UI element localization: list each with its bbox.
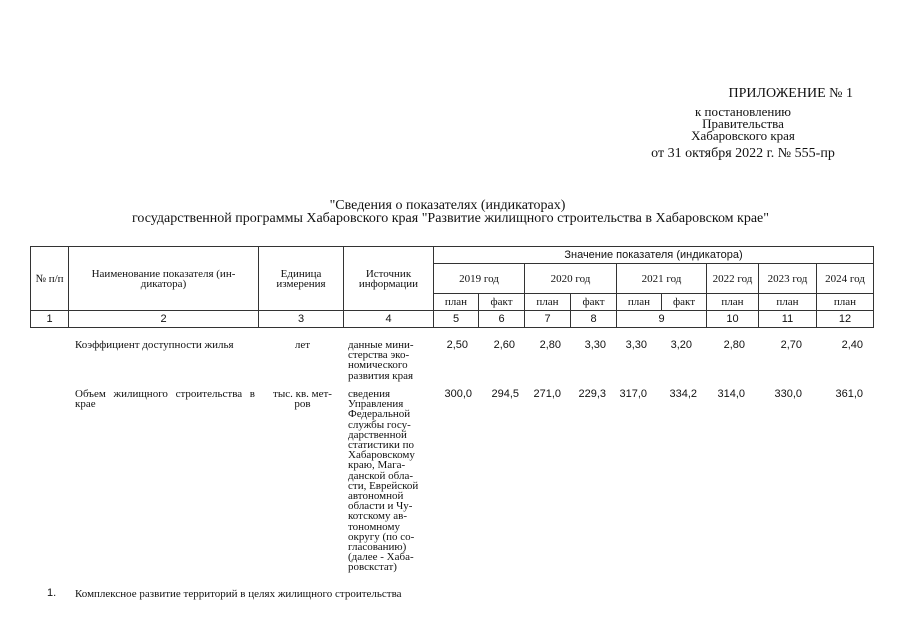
col-number-5: 5 xyxy=(434,311,479,328)
document-title-line-1: "Сведения о показателях (индикаторах) xyxy=(329,198,566,213)
appendix-line-3: Хабаровского края xyxy=(691,128,795,143)
row-2-value-2023-plan: 330,0 xyxy=(774,388,802,400)
row-2-name: Объем жилищного строительства в крае xyxy=(75,388,255,411)
header-plan-2023: план xyxy=(759,294,817,311)
appendix-line-2: Правительства xyxy=(702,116,784,131)
row-2-source-line: гласованию) xyxy=(348,541,407,554)
col-number-1: 1 xyxy=(31,311,69,328)
row-2-source-line: ровскстат) xyxy=(348,561,397,574)
row-2-source-line: котскому ав- xyxy=(348,510,407,523)
row-1-source-line: развития края xyxy=(348,369,414,382)
row-1-source xyxy=(348,340,432,381)
row-1-unit: лет xyxy=(294,339,311,351)
row-1-value-2023-plan: 2,70 xyxy=(780,339,802,351)
row-1-value-2021-plan: 3,30 xyxy=(625,339,647,351)
appendix-block xyxy=(633,88,853,160)
row-2-value-2019-plan: 300,0 xyxy=(444,388,472,400)
appendix-title: ПРИЛОЖЕНИЕ № 1 xyxy=(728,86,853,101)
row-2-source-line: тономному xyxy=(348,520,400,533)
row-2-unit xyxy=(260,389,345,409)
row-2-unit-line: ров xyxy=(294,398,311,411)
header-name xyxy=(69,247,259,311)
header-year-2021: 2021 год xyxy=(617,264,707,294)
row-2-source-line: области и Чу- xyxy=(348,500,413,513)
indicator-table-header xyxy=(30,246,874,328)
col-number-9: 9 xyxy=(617,311,707,328)
header-year-2019: 2019 год xyxy=(434,264,525,294)
header-unit-label: Единица измерения xyxy=(276,267,326,290)
row-1-value-2019-plan: 2,50 xyxy=(446,339,468,351)
section-title: Комплексное развитие территорий в целях жилищного строительства xyxy=(75,588,402,600)
document-title-line-2: государственной программы Хабаровского края "Развитие жилищного строительства в Хабаровском крае" xyxy=(132,211,769,226)
row-2-source-line: краю, Мага- xyxy=(348,459,406,472)
row-1-source-line: данные мини- xyxy=(348,339,414,351)
row-2-source-line: Хабаровскому xyxy=(348,449,415,462)
row-2-source-line: дарственной xyxy=(348,428,407,441)
header-value-group: Значение показателя (индикатора) xyxy=(434,247,874,264)
row-1-source-line: номического xyxy=(348,359,408,372)
row-1-source-line: стерства эко- xyxy=(348,349,410,362)
header-plan-2020: план xyxy=(525,294,571,311)
row-2-unit-line: тыс. кв. мет- xyxy=(273,388,332,400)
header-name-label: Наименование показателя (ин-дикатора) xyxy=(91,267,236,290)
header-num-label: № п/п xyxy=(35,272,64,285)
row-2-value-2020-plan: 271,0 xyxy=(533,388,561,400)
col-number-7: 7 xyxy=(525,311,571,328)
header-year-2020: 2020 год xyxy=(525,264,617,294)
col-number-6: 6 xyxy=(479,311,525,328)
header-fact-2019: факт xyxy=(479,294,525,311)
row-2-source-line: Федеральной xyxy=(348,408,411,421)
header-unit xyxy=(259,247,344,311)
row-2-value-2021-fact: 334,2 xyxy=(669,388,697,400)
row-2-value-2021-plan: 317,0 xyxy=(619,388,647,400)
col-number-11: 11 xyxy=(759,311,817,328)
col-number-4: 4 xyxy=(344,311,434,328)
col-number-10: 10 xyxy=(707,311,759,328)
document-title xyxy=(0,199,905,225)
header-source-label: Источник информации xyxy=(358,267,419,290)
row-2-source-line: сведения xyxy=(348,388,391,400)
row-2-source-line: автономной xyxy=(348,490,404,503)
row-1-value-2020-fact: 3,30 xyxy=(584,339,606,351)
row-2-source-line: данской обла- xyxy=(348,469,414,482)
header-fact-2020: факт xyxy=(571,294,617,311)
row-2-source xyxy=(348,389,430,573)
section-number: 1. xyxy=(47,587,57,599)
row-2-source-line: службы госу- xyxy=(348,418,411,431)
col-number-3: 3 xyxy=(259,311,344,328)
header-fact-2021: факт xyxy=(662,294,707,311)
row-1-value-2022-plan: 2,80 xyxy=(723,339,745,351)
row-2-value-2024-plan: 361,0 xyxy=(835,388,863,400)
row-1-value-2024-plan: 2,40 xyxy=(841,339,863,351)
header-num xyxy=(31,247,69,311)
row-2-value-2019-fact: 294,5 xyxy=(491,388,519,400)
row-1-name: Коэффициент доступности жилья xyxy=(75,339,234,351)
col-number-12: 12 xyxy=(817,311,874,328)
appendix-line-1: к постановлению xyxy=(694,104,792,119)
header-source xyxy=(344,247,434,311)
header-plan-2021: план xyxy=(617,294,662,311)
row-2-source-line: округу (по со- xyxy=(348,530,415,543)
row-1-value-2020-plan: 2,80 xyxy=(539,339,561,351)
row-2-source-line: сти, Еврейской xyxy=(348,479,419,492)
col-number-2: 2 xyxy=(69,311,259,328)
header-plan-2022: план xyxy=(707,294,759,311)
header-year-2023: 2023 год xyxy=(759,264,817,294)
appendix-date: от 31 октября 2022 г. № 555-пр xyxy=(651,146,835,161)
row-2-source-line: (далее - Хаба- xyxy=(348,551,414,564)
row-2-value-2022-plan: 314,0 xyxy=(717,388,745,400)
row-2-value-2020-fact: 229,3 xyxy=(578,388,606,400)
header-plan-2019: план xyxy=(434,294,479,311)
row-1-value-2021-fact: 3,20 xyxy=(670,339,692,351)
col-number-8: 8 xyxy=(571,311,617,328)
row-1-value-2019-fact: 2,60 xyxy=(493,339,515,351)
row-2-source-line: статистики по xyxy=(348,439,415,452)
header-plan-2024: план xyxy=(817,294,874,311)
row-2-source-line: Управления xyxy=(348,398,404,411)
header-year-2024: 2024 год xyxy=(817,264,874,294)
header-year-2022: 2022 год xyxy=(707,264,759,294)
